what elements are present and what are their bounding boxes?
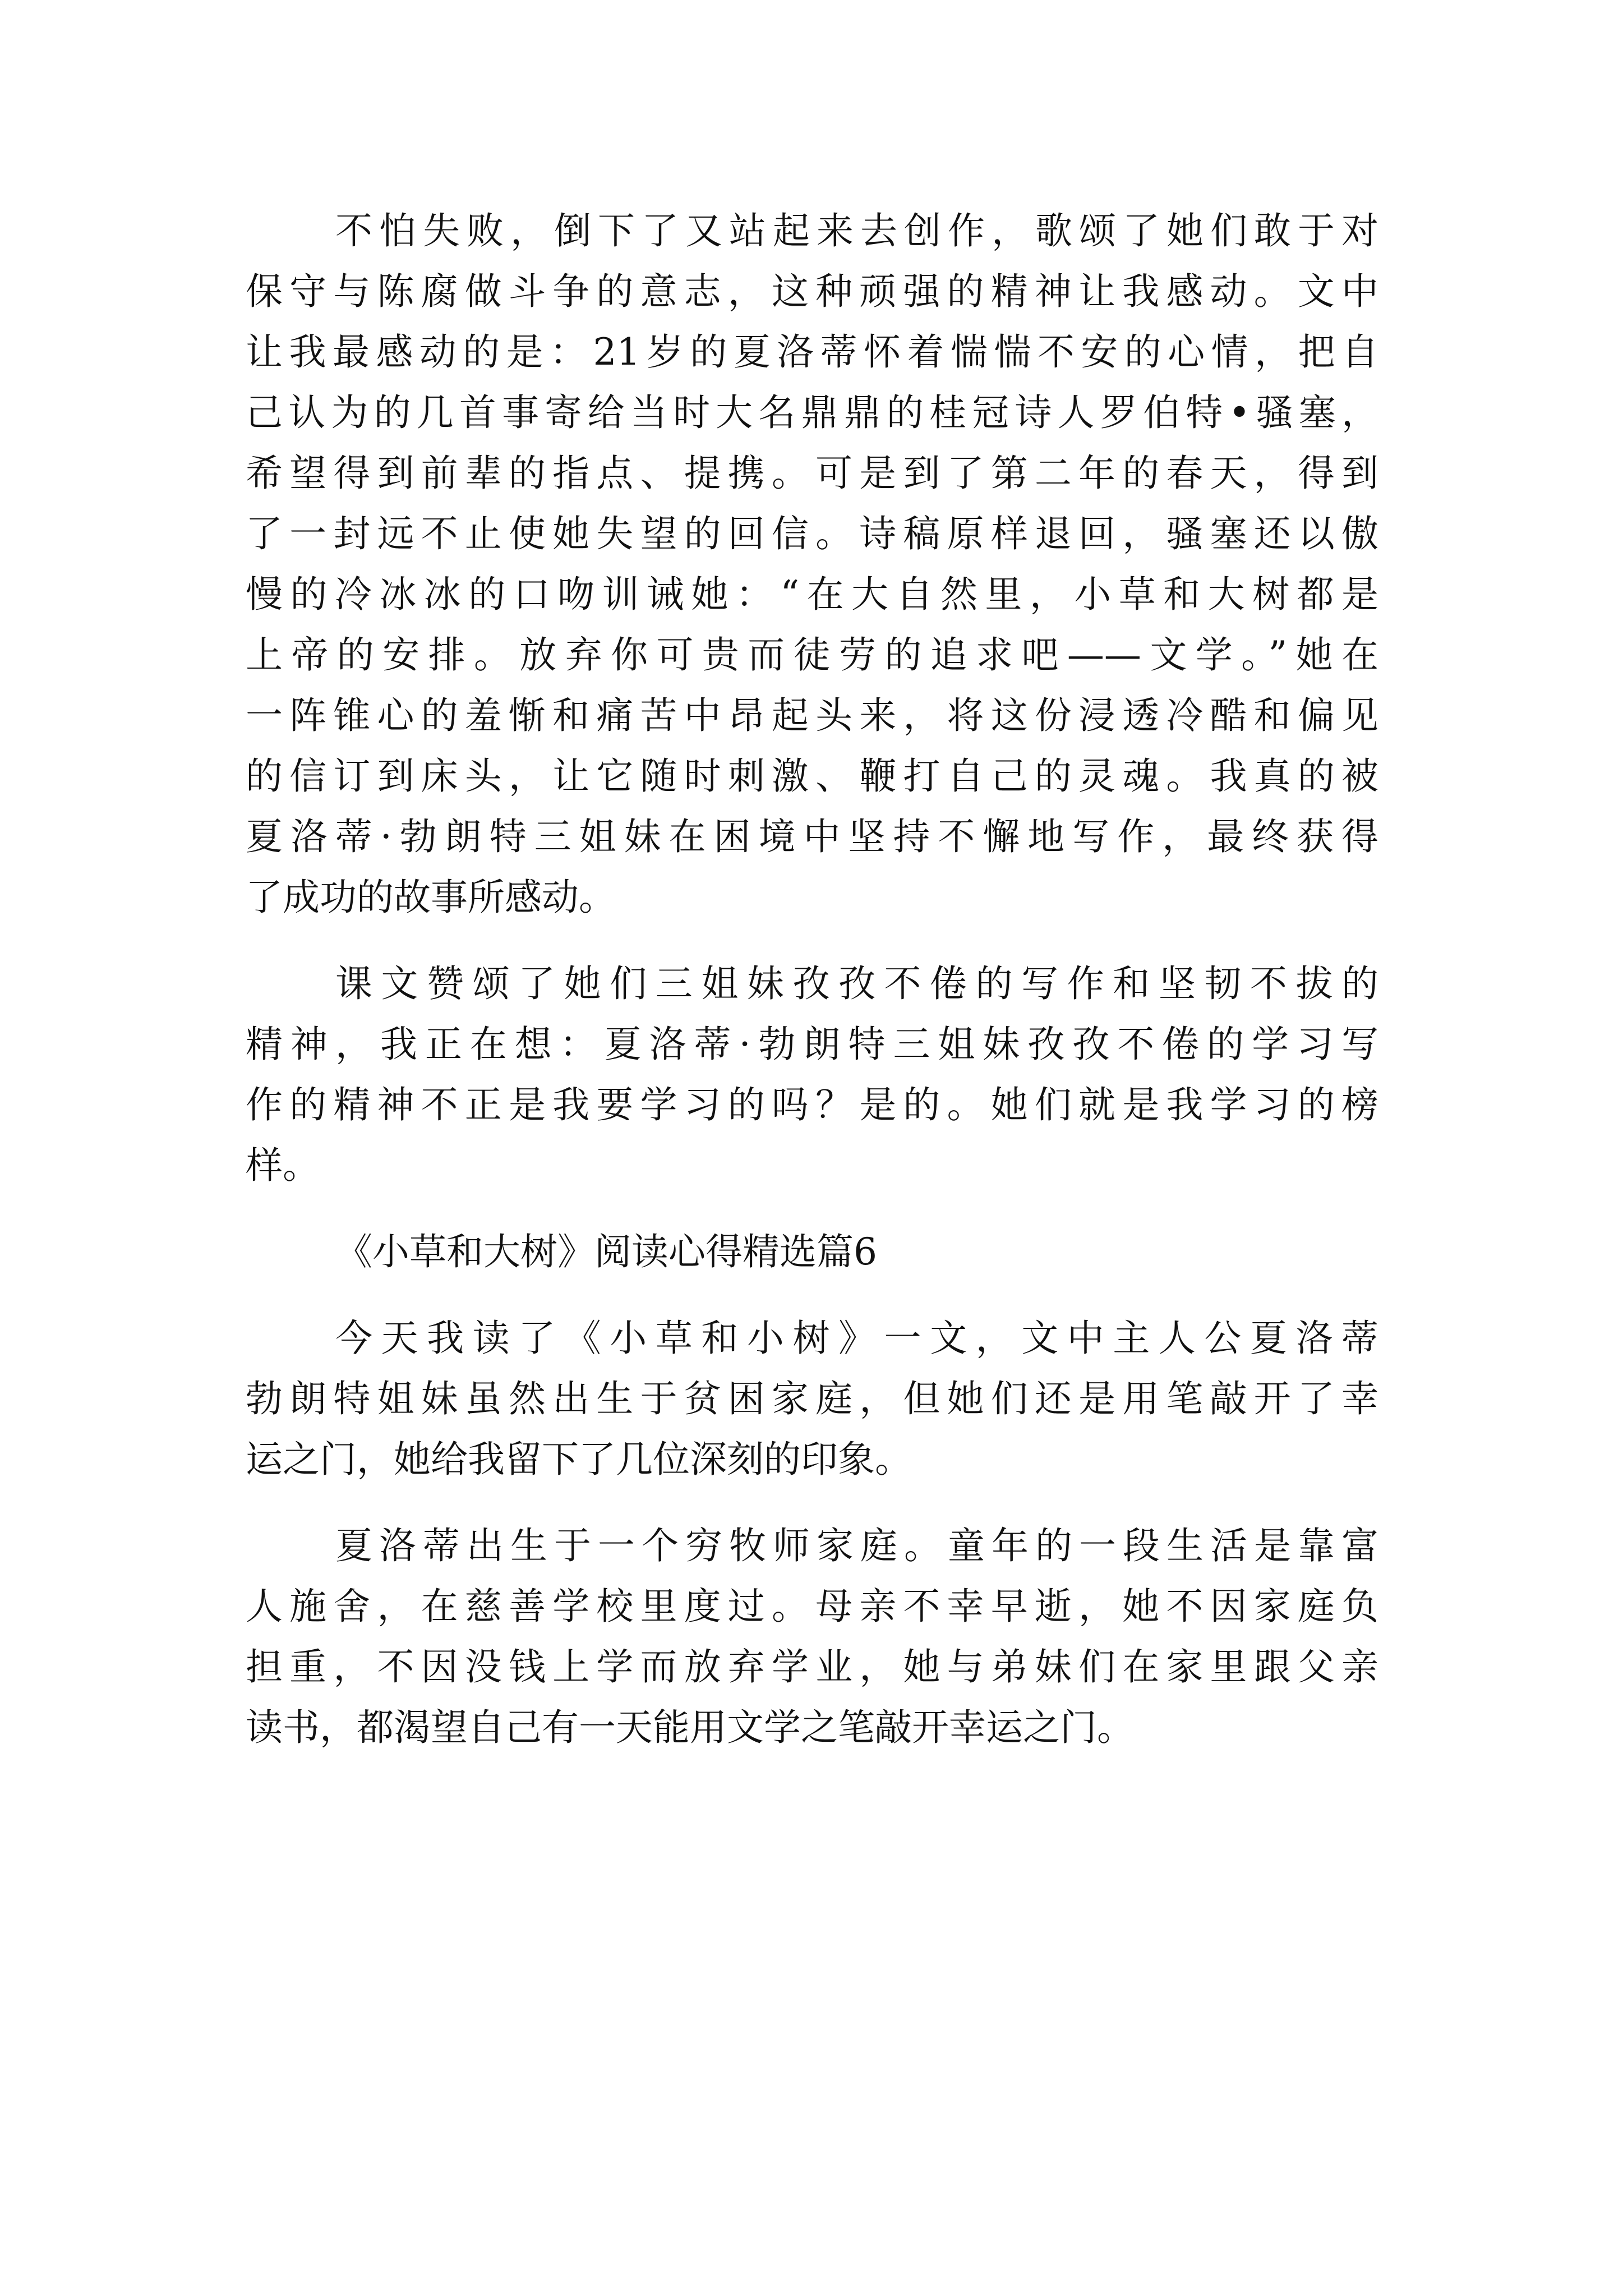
paragraph-2-line-4: 样。 (246, 1144, 320, 1187)
paragraph-gap (246, 1490, 1378, 1516)
paragraph-4-line-1: 夏洛蒂出生于一个穷牧师家庭。童年的一段生活是靠富 (335, 1524, 1378, 1567)
paragraph-1-line-2: 保守与陈腐做斗争的意志，这种顽强的精神让我感动。文中 (246, 270, 1378, 313)
paragraph-2-line-3: 作的精神不正是我要学习的吗？是的。她们就是我学习的榜 (246, 1083, 1378, 1126)
paragraph-3-line-2: 勃朗特姐妹虽然出生于贫困家庭，但她们还是用笔敲开了幸 (246, 1377, 1378, 1420)
paragraph-1-line-9: 一阵锥心的羞惭和痛苦中昂起头来，将这份浸透冷酷和偏见 (246, 694, 1378, 737)
paragraph-1-line-1: 不怕失败，倒下了又站起来去创作，歌颂了她们敢于对 (335, 209, 1378, 252)
paragraph-1-line-10: 的信订到床头，让它随时刺激、鞭打自己的灵魂。我真的被 (246, 754, 1378, 798)
paragraph-1-line-12: 了成功的故事所感动。 (246, 876, 616, 919)
paragraph-gap (246, 928, 1378, 954)
paragraph-1-line-4: 己认为的几首事寄给当时大名鼎鼎的桂冠诗人罗伯特•骚塞， (246, 391, 1378, 434)
paragraph-1-line-3: 让我最感动的是：21岁的夏洛蒂怀着惴惴不安的心情，把自 (246, 330, 1378, 374)
paragraph-1-line-8: 上帝的安排。放弃你可贵而徒劳的追求吧——文学。”她在 (246, 633, 1378, 677)
document-body (246, 201, 1378, 1758)
paragraph-2-line-2: 精神，我正在想：夏洛蒂·勃朗特三姐妹孜孜不倦的学习写 (246, 1023, 1378, 1066)
title-gap-top (246, 1196, 1378, 1222)
paragraph-1-line-11: 夏洛蒂·勃朗特三姐妹在困境中坚持不懈地写作，最终获得 (246, 815, 1378, 858)
paragraph-2-line-1: 课文赞颂了她们三姐妹孜孜不倦的写作和坚韧不拔的 (335, 962, 1378, 1005)
paragraph-1-line-5: 希望得到前辈的指点、提携。可是到了第二年的春天，得到 (246, 452, 1378, 495)
section-title: 《小草和大树》阅读心得精选篇6 (335, 1230, 877, 1273)
title-gap-bottom (246, 1282, 1378, 1308)
paragraph-4-line-3: 担重，不因没钱上学而放弃学业，她与弟妹们在家里跟父亲 (246, 1645, 1378, 1688)
paragraph-1-line-6: 了一封远不止使她失望的回信。诗稿原样退回，骚塞还以傲 (246, 512, 1378, 555)
paragraph-3-line-3: 运之门，她给我留下了几位深刻的印象。 (246, 1438, 912, 1481)
paragraph-4-line-2: 人施舍，在慈善学校里度过。母亲不幸早逝，她不因家庭负 (246, 1585, 1378, 1628)
paragraph-4-line-4: 读书，都渴望自己有一天能用文学之笔敲开幸运之门。 (246, 1706, 1134, 1749)
paragraph-3-line-1: 今天我读了《小草和小树》一文，文中主人公夏洛蒂 (335, 1317, 1378, 1360)
paragraph-1-line-7: 慢的冷冰冰的口吻训诫她：“在大自然里，小草和大树都是 (246, 573, 1378, 616)
